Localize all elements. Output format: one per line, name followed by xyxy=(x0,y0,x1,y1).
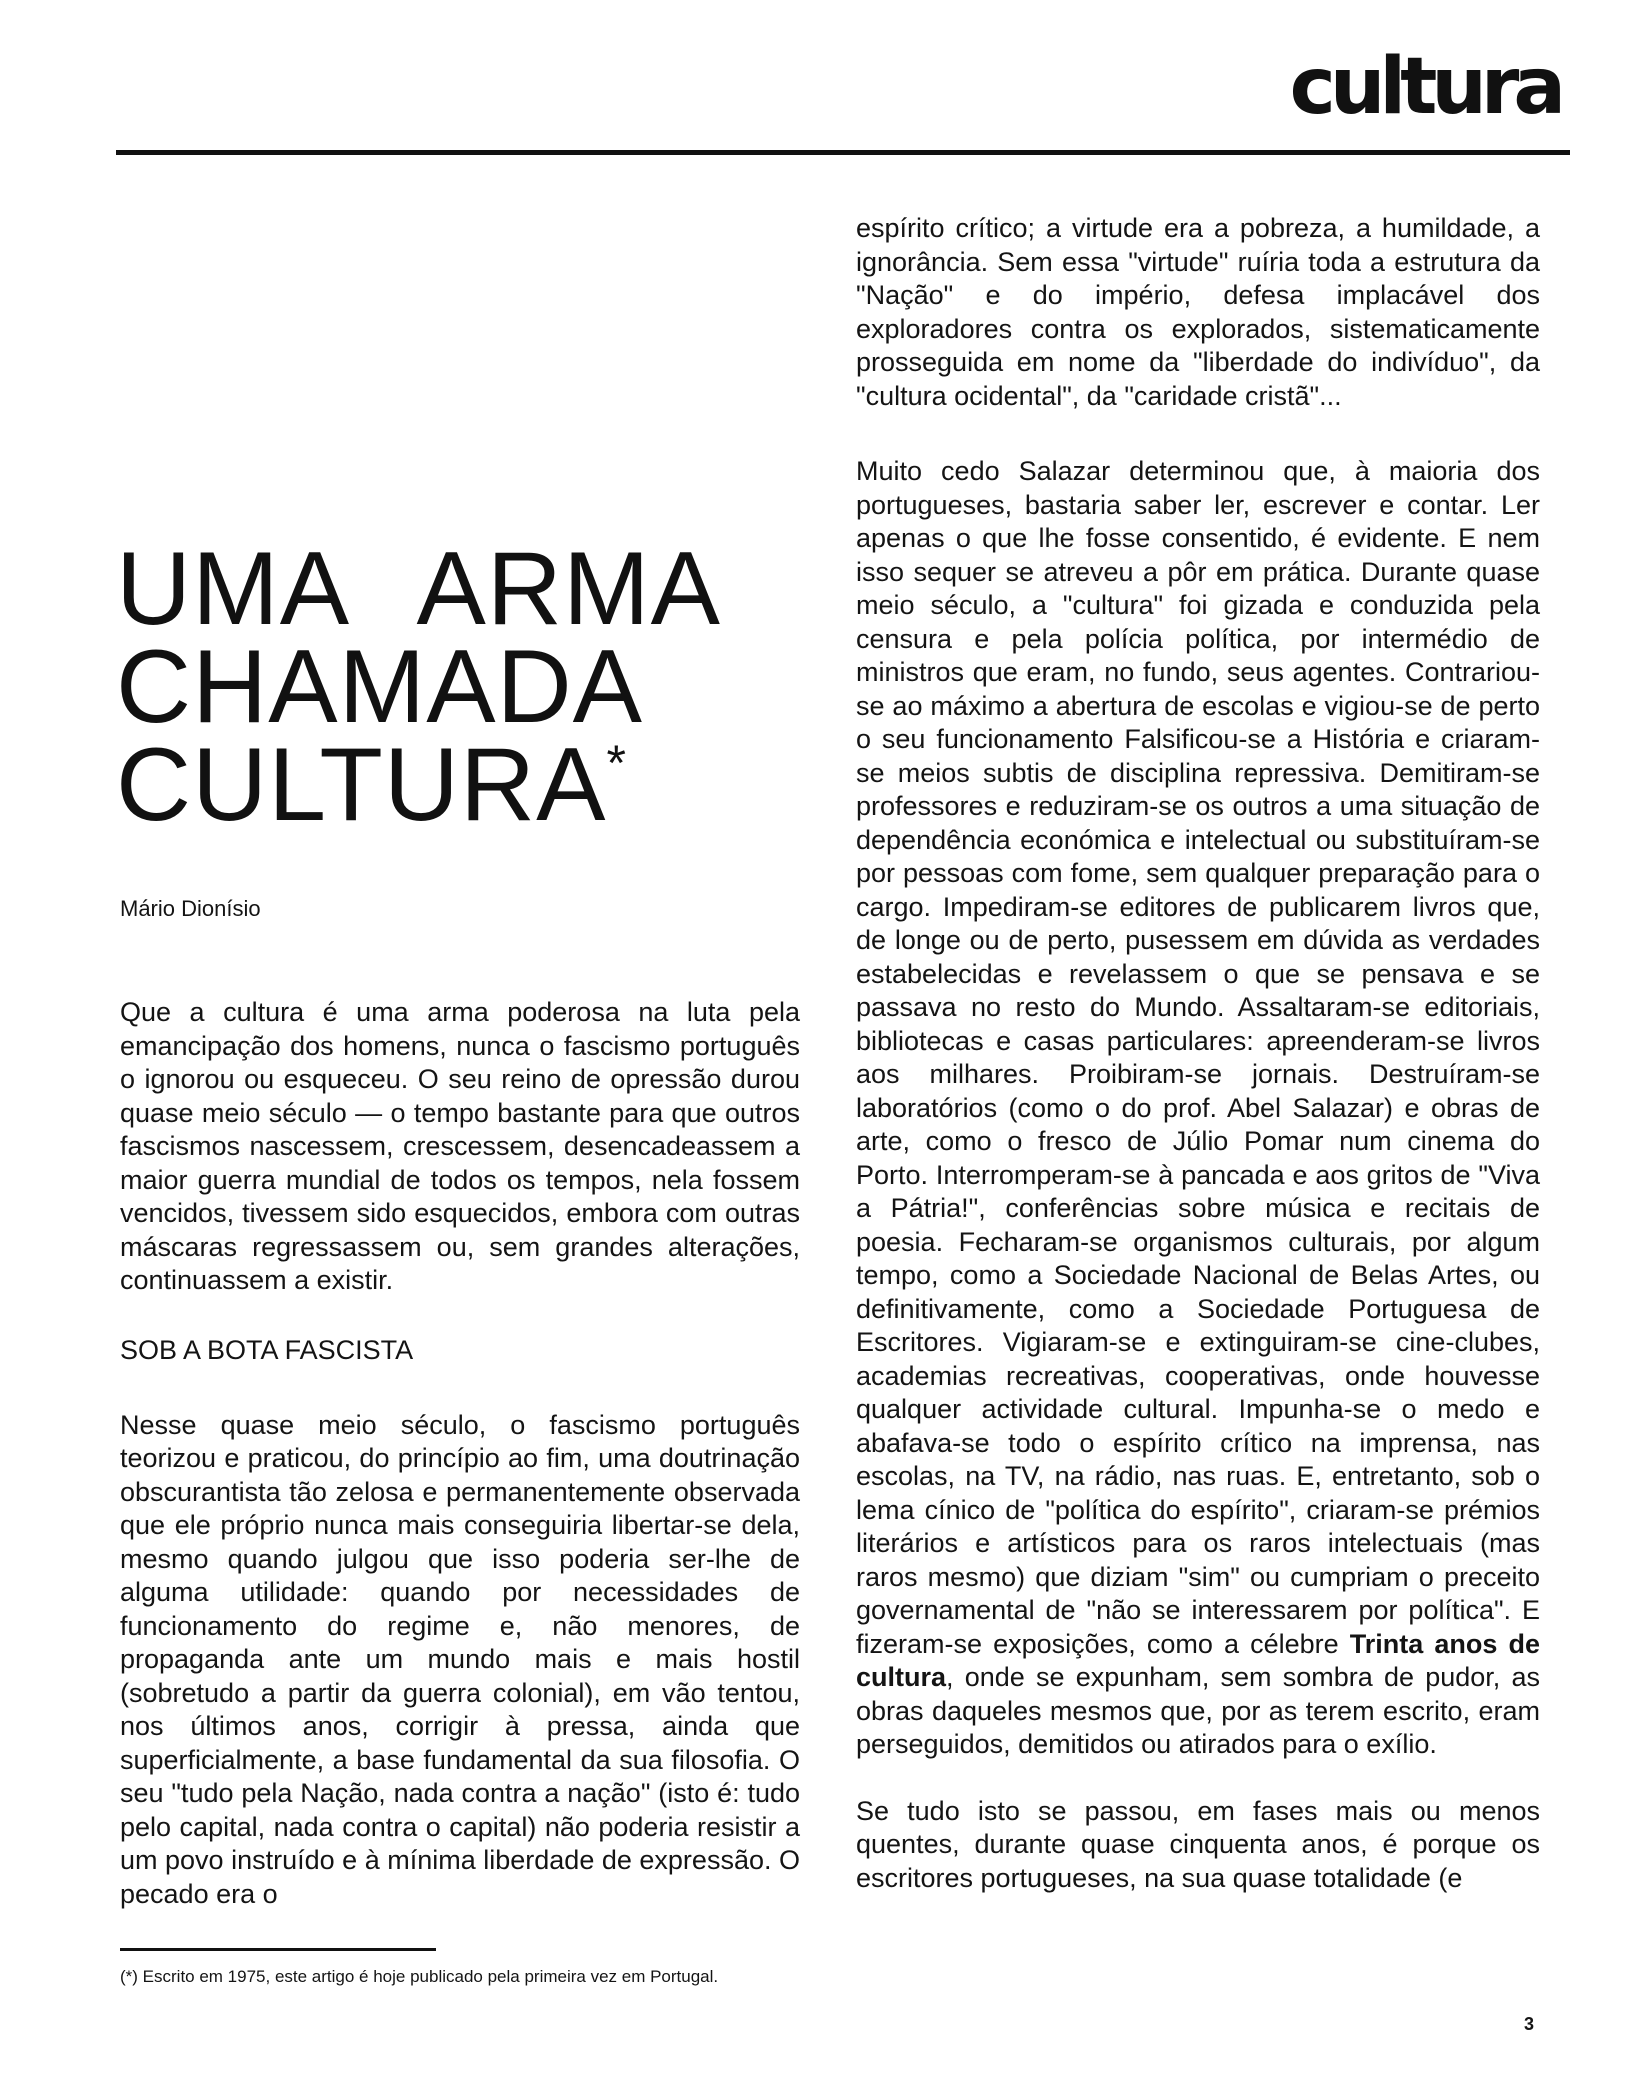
title-line-1: UMA ARMA xyxy=(116,531,721,647)
footnote-rule xyxy=(120,1948,436,1951)
body-paragraph: espírito crítico; a virtude era a pobreza, a humildade, a ignorância. Sem essa "virtude" ruíria toda a estrutura da "Nação" e do império, defesa implacável dos exploradores contra os explorados, sistematicamente prosseguida em nome da "liberdade do indivíduo", da "cultura ocidental", da "caridade cristã"... xyxy=(856,213,1540,411)
footnote: (*) Escrito em 1975, este artigo é hoje publicado pela primeira vez em Portugal. xyxy=(120,1967,719,1986)
title-line-3 xyxy=(116,727,721,843)
intro-paragraph: Que a cultura é uma arma poderosa na luta pela emancipação dos homens, nunca o fascismo português o ignorou ou esqueceu. O seu reino de opressão durou quase meio século — o tempo bastante para que outros fascismos nascessem, crescessem, desencadeassem a maior guerra mundial de todos os tempos, nela fossem vencidos, tivessem sido esquecidos, embora com outras máscaras regressassem ou, sem grandes alterações, continuassem a existir. xyxy=(120,997,800,1295)
author-byline: Mário Dionísio xyxy=(120,896,261,921)
title-footnote-mark: * xyxy=(606,735,627,791)
left-column xyxy=(120,996,800,1944)
article-title xyxy=(116,531,721,843)
body-paragraph: Nesse quase meio século, o fascismo português teorizou e praticou, do princípio ao fim, uma doutrinação obscurantista tão zelosa e permanentemente observada que ele próprio nunca mais conseguiria libertar-se dela, mesmo quando julgou que isso poderia ser-lhe de alguma utilidade: quando por necessidades de funcionamento do regime e, não menores, de propaganda ante um mundo mais e mais hostil (sobretudo a partir da guerra colonial), em vão tentou, nos últimos anos, corrigir à pressa, ainda que superficialmente, a base fundamental da sua filosofia. O seu "tudo pela Nação, nada contra a nação" (isto é: tudo pelo capital, nada contra o capital) não poderia resistir a um povo instruído e à mínima liberdade de expressão. O pecado era o xyxy=(120,1409,800,1909)
paragraph-text: Muito cedo Salazar determinou que, à maioria dos portugueses, bastaria saber ler, escrever e contar. Ler apenas o que lhe fosse consentido, é evidente. E nem isso sequer se atreveu a pôr em prática. Durante quase meio século, a "cultura" foi gizada e conduzida pela censura e pela polícia política, por intermédio de ministros que eram, no fundo, seus agentes. Contrariou-se ao máximo a abertura de escolas e vigiou-se de perto o seu funcionamento Falsificou-se a História e criaram-se meios subtis de disciplina repressiva. Demitiram-se professores e reduziram-se os outros a uma situação de dependência económica e intelectual ou substituíram-se por pessoas com fome, sem qualquer preparação para o cargo. Impediram-se editores de publicarem livros que, de longe ou de perto, pusessem em dúvida as verdades estabelecidas e revelassem o que se pensava e se passava no resto do Mundo. Assaltaram-se editoriais, bibliotecas e casas particulares: apreenderam-se livros aos milhares. Proibiram-se jornais. Destruíram-se laboratórios (como o do prof. Abel Salazar) e obras de arte, como o fresco de Júlio Pomar num cinema do Porto. Interromperam-se à pancada e aos gritos de "Viva a Pátria!", conferências sobre música e recitais de poesia. Fecharam-se organismos culturais, por algum tempo, como a Sociedade Nacional de Belas Artes, ou definitivamente, como a Sociedade Portuguesa de Escritores. Vigiaram-se e extinguiram-se cine-clubes, academias recreativas, cooperativas, onde houvesse qualquer actividade cultural. Impunha-se o medo e abafava-se todo o espírito crítico na imprensa, nas escolas, na TV, na rádio, nas ruas. E, entretanto, sob o lema cínico de "política do espírito", criaram-se prémios literários e artísticos para os raros intelectuais (mas raros mesmo) que diziam "sim" ou cumpriam o preceito governamental de "não se interessarem por política". E fizeram-se exposições, como a célebre xyxy=(856,456,1540,1659)
page-number: 3 xyxy=(1524,2014,1535,2034)
body-paragraph xyxy=(856,455,1540,1762)
body-paragraph: Se tudo isto se passou, em fases mais ou menos quentes, durante quase cinquenta anos, é porque os escritores portugueses, na sua quase totalidade (e xyxy=(856,1795,1540,1893)
title-line-2: CHAMADA xyxy=(116,629,644,745)
paragraph-text: , onde se expunham, sem sombra de pudor, as obras daqueles mesmos que, por as terem escrito, eram perseguidos, demitidos ou atirados para o exílio. xyxy=(856,1662,1540,1759)
right-column xyxy=(856,212,1540,1928)
exhibition-title: Trinta anos de cultura xyxy=(856,1628,1540,1692)
title-line-3-text: CULTURA xyxy=(116,727,607,843)
section-subheading: SOB A BOTA FASCISTA xyxy=(120,1334,414,1365)
header-rule xyxy=(116,150,1570,155)
section-logo: cultura xyxy=(1289,42,1560,132)
